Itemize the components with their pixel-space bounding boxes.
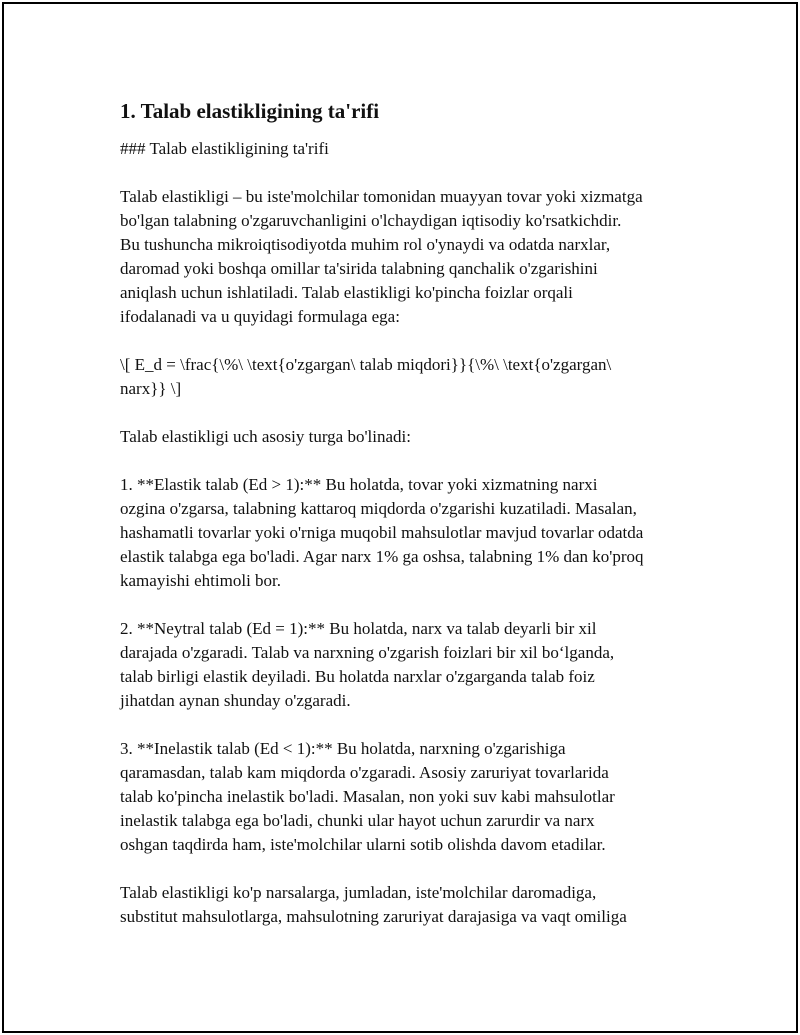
text-line: \[ E_d = \frac{\%\ \text{o'zgargan\ talab miqdori}}{\%\ \text{o'zgargan\ [120,355,612,374]
text-line: narx}} \] [120,379,182,398]
text-line: talab birligi elastik deyiladi. Bu holatda narxlar o'zgarganda talab foiz [120,667,595,686]
text-line: 3. **Inelastik talab (Ed < 1):** Bu holatda, narxning o'zgarishiga [120,739,566,758]
document-body [120,97,720,953]
text-line: oshgan taqdirda ham, iste'molchilar ularni sotib olishda davom etadilar. [120,835,606,854]
text-line: ifodalanadi va u quyidagi formulaga ega: [120,307,400,326]
text-line: 2. **Neytral talab (Ed = 1):** Bu holatda, narx va talab deyarli bir xil [120,619,597,638]
text-line: inelastik talabga ega bo'ladi, chunki ular hayot uchun zarurdir va narx [120,811,595,830]
text-line: 1. **Elastik talab (Ed > 1):** Bu holatda, tovar yoki xizmatning narxi [120,475,598,494]
definition-paragraph [120,185,720,329]
document-page [2,2,798,1033]
elastic-demand-paragraph [120,473,720,593]
text-line: aniqlash uchun ishlatiladi. Talab elastikligi ko'pincha foizlar orqali [120,283,573,302]
text-line: Talab elastikligi ko'p narsalarga, jumladan, iste'molchilar daromadiga, [120,883,597,902]
text-line: Talab elastikligi – bu iste'molchilar tomonidan muayyan tovar yoki xizmatga [120,187,643,206]
text-line: substitut mahsulotlarga, mahsulotning zaruriyat darajasiga va vaqt omiliga [120,907,627,926]
factors-paragraph [120,881,720,929]
neutral-demand-paragraph [120,617,720,713]
text-line: darajada o'zgaradi. Talab va narxning o'zgarish foizlari bir xil bo‘lganda, [120,643,615,662]
text-line: ### Talab elastikligining ta'rifi [120,139,329,158]
text-line: bo'lgan talabning o'zgaruvchanligini o'lchaydigan iqtisodiy ko'rsatkichdir. [120,211,622,230]
markdown-subheading [120,137,720,161]
inelastic-demand-paragraph [120,737,720,857]
types-intro-paragraph [120,425,720,449]
text-line: qaramasdan, talab kam miqdorda o'zgaradi. Asosiy zaruriyat tovarlarida [120,763,609,782]
text-line: ozgina o'zgarsa, talabning kattaroq miqdorda o'zgarishi kuzatiladi. Masalan, [120,499,637,518]
text-line: jihatdan aynan shunday o'zgaradi. [120,691,351,710]
text-line: kamayishi ehtimoli bor. [120,571,282,590]
text-line: hashamatli tovarlar yoki o'rniga muqobil mahsulotlar mavjud tovarlar odatda [120,523,644,542]
section-heading: 1. Talab elastikligining ta'rifi [120,99,380,123]
text-line: Talab elastikligi uch asosiy turga bo'linadi: [120,427,411,446]
text-line: elastik talabga ega bo'ladi. Agar narx 1% ga oshsa, talabning 1% dan ko'proq [120,547,644,566]
text-line: daromad yoki boshqa omillar ta'sirida talabning qanchalik o'zgarishini [120,259,598,278]
text-line: Bu tushuncha mikroiqtisodiyotda muhim rol o'ynaydi va odatda narxlar, [120,235,611,254]
text-line: talab ko'pincha inelastik bo'ladi. Masalan, non yoki suv kabi mahsulotlar [120,787,615,806]
formula-paragraph [120,353,720,401]
